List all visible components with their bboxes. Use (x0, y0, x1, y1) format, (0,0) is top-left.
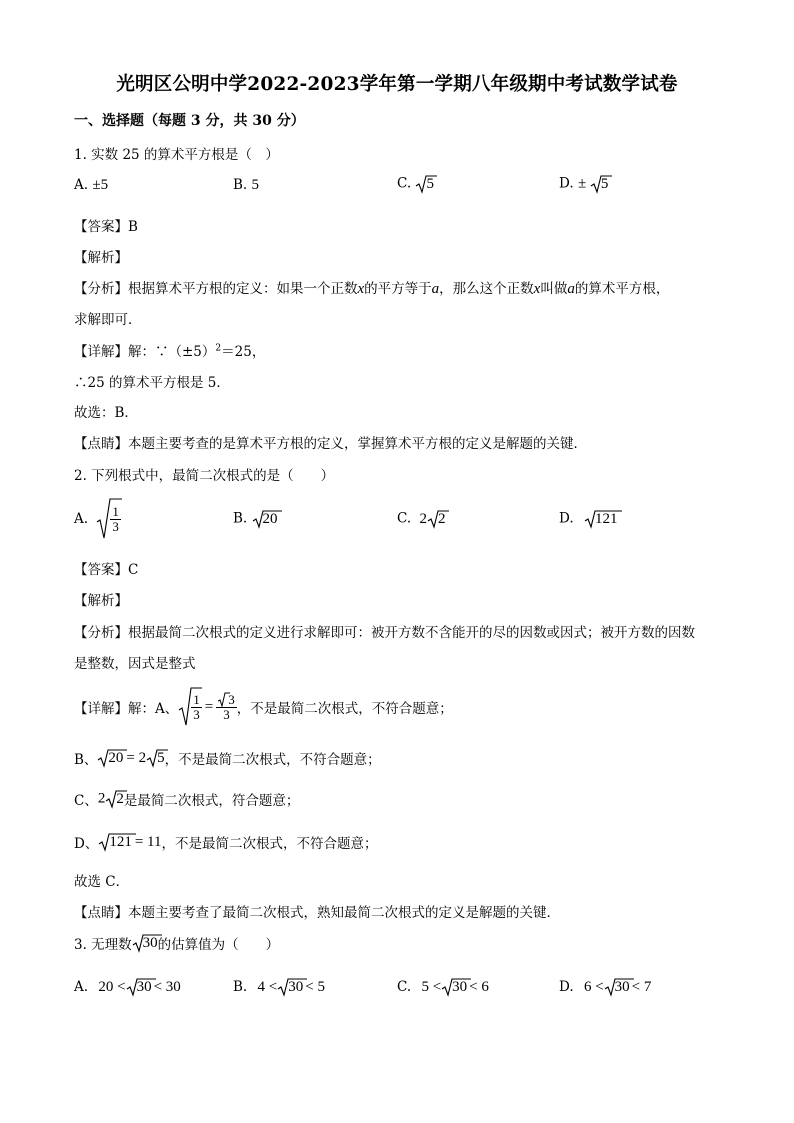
numerator: 1 (193, 691, 200, 707)
upper-bound: < 5 (305, 978, 325, 995)
radical-sign (146, 747, 168, 769)
q1-dianjing (74, 432, 587, 452)
plus-minus: ± (577, 175, 590, 192)
fenxi-text: 根据最简二次根式的定义进行求解即可：被开方数不含能开的尽的因数或因式；被开方数的因数 (128, 625, 695, 641)
radical-sign (178, 685, 202, 729)
radicand: 30 (142, 934, 158, 951)
option-label: C. (397, 175, 412, 192)
option-label: A. (74, 177, 89, 193)
q1-option-b[interactable] (233, 177, 259, 194)
radicand: 5 (426, 175, 434, 192)
coefficient: 2 (419, 510, 427, 527)
denominator: 3 (193, 706, 200, 722)
fenxi-text: 的算术平方根， (574, 281, 670, 297)
radical-sign (105, 788, 127, 810)
equation: = 11 (134, 833, 162, 850)
radicand: 121 (109, 833, 132, 850)
upper-bound: < 6 (469, 978, 489, 995)
q1-answer (74, 215, 138, 235)
q3-option-d[interactable] (559, 976, 651, 998)
q2-xiangjie-b (74, 747, 381, 769)
fenxi-text: ，那么这个正数 (439, 281, 534, 297)
xiangjie-tag: 【详解】 (74, 701, 128, 717)
coefficient: 2 (97, 790, 106, 807)
fenxi-text: 的平方等于 (364, 281, 432, 297)
option-value: ±5 (92, 177, 109, 193)
var-a: a (431, 281, 440, 297)
option-label: A. (74, 511, 89, 527)
q2-xiangjie-d (74, 831, 377, 853)
dianjing-tag: 【点睛】 (74, 905, 128, 921)
var-x: x (357, 281, 365, 297)
q2-xiangjie-c (74, 788, 299, 810)
radicand: 121 (594, 510, 618, 527)
option-label: C. (397, 979, 412, 995)
var-a: a (567, 281, 575, 297)
numerator (216, 692, 237, 708)
radical-sign (415, 173, 437, 195)
q3-option-c[interactable] (397, 976, 489, 998)
radical-sign (604, 976, 634, 998)
equation: = 2 (126, 749, 147, 766)
q1-option-c[interactable] (397, 173, 434, 195)
fraction (216, 692, 237, 722)
q2-fenxi (74, 621, 695, 641)
radical-sign (590, 173, 612, 195)
radicand: 2 (437, 510, 446, 527)
denominator: 3 (112, 518, 119, 534)
q2-option-b[interactable] (233, 508, 278, 530)
radicand: 30 (288, 978, 304, 995)
radicand: 30 (452, 978, 468, 995)
radical-sign (126, 976, 156, 998)
answer-value: B (128, 219, 138, 235)
answer-tag: 【答案】 (74, 562, 128, 578)
xiangjie-text: 解：A、 (128, 701, 179, 717)
q1-option-a[interactable] (74, 177, 108, 194)
xiangjie-text: ，不是最简二次根式，不符合题意； (236, 701, 453, 717)
q2-option-c[interactable] (397, 508, 445, 530)
superscript: 2 (215, 343, 222, 354)
xiangjie-tag: 【详解】 (74, 344, 128, 360)
radical-sign (584, 508, 622, 530)
q1-option-d[interactable] (559, 173, 608, 195)
q2-option-d[interactable] (559, 508, 617, 530)
equals-sign: = (204, 698, 214, 715)
q1-xiangjie (74, 340, 265, 360)
option-label: D. (559, 979, 574, 995)
fenxi-text: 根据算术平方根的定义：如果一个正数 (128, 281, 358, 297)
q3-stem (74, 932, 279, 954)
radicand: 5 (157, 749, 165, 766)
radical-sign (97, 747, 127, 769)
q2-fenxi-line2: 是整数，因式是整式 (74, 656, 196, 672)
q1-choose: 故选：B． (74, 405, 138, 421)
xiangjie-text: ，不是最简二次根式，不符合题意； (164, 752, 381, 768)
lower-bound: 6 < (583, 978, 604, 995)
stem-text: 3. 无理数 (74, 937, 132, 953)
upper-bound: < 7 (631, 978, 652, 995)
section-heading: 一、选择题（每题 3 分，共 30 分） (74, 113, 305, 129)
fenxi-text: 叫做 (540, 281, 568, 297)
option-label: B. (233, 979, 248, 995)
fenxi-tag: 【分析】 (74, 281, 128, 297)
q2-jiexi: 【解析】 (74, 593, 128, 609)
xiangjie-text: B、 (74, 752, 98, 768)
q2-answer (74, 558, 138, 578)
radicand: 5 (600, 175, 609, 192)
q3-option-b[interactable] (233, 976, 325, 998)
q2-stem: 2. 下列根式中，最简二次根式的是（ ） (74, 468, 335, 484)
option-label: B. (233, 510, 248, 527)
option-label: B. (233, 177, 248, 193)
q2-option-a[interactable] (74, 496, 121, 542)
page-title: 光明区公明中学2022-2023学年第一学期八年级期中考试数学试卷 (116, 74, 678, 95)
q2-dianjing (74, 901, 560, 921)
option-label: A. (74, 979, 89, 995)
q1-jiexi: 【解析】 (74, 250, 128, 266)
lower-bound: 4 < (257, 978, 278, 995)
radicand: 20 (262, 510, 278, 527)
radical-sign (96, 496, 122, 542)
q2-choose: 故选 C． (74, 874, 130, 890)
radicand: 20 (108, 749, 124, 766)
option-value: 5 (251, 177, 260, 193)
radicand: 3 (228, 691, 235, 707)
option-label: D. (559, 510, 574, 527)
xiangjie-text: C、 (74, 793, 98, 809)
radical-sign (277, 976, 307, 998)
q1-fenxi-line2: 求解即可． (74, 312, 142, 328)
xiangjie-text: 解：∵（±5） (128, 344, 216, 360)
xiangjie-text: D、 (74, 836, 99, 852)
radicand: 30 (614, 978, 630, 995)
xiangjie-text: 是最简二次根式，符合题意； (123, 793, 300, 809)
radicand: 2 (116, 790, 124, 807)
radical-sign (132, 932, 162, 954)
xiangjie-text: ＝25， (221, 344, 266, 360)
option-label: D. (559, 175, 574, 192)
lower-bound: 20 < (98, 978, 126, 995)
answer-tag: 【答案】 (74, 219, 128, 235)
dianjing-text: 本题主要考查的是算术平方根的定义，掌握算术平方根的定义是解题的关键． (128, 436, 587, 452)
var-x: x (533, 281, 541, 297)
stem-text: 的估算值为（ ） (157, 937, 280, 953)
dianjing-tag: 【点睛】 (74, 436, 128, 452)
q1-fenxi (74, 277, 669, 298)
upper-bound: < 30 (153, 978, 181, 995)
radical-sign (441, 976, 471, 998)
option-label: C. (397, 510, 412, 527)
radical-sign (427, 508, 449, 530)
radicand: 30 (136, 978, 152, 995)
lower-bound: 5 < (421, 978, 442, 995)
xiangjie-text: ，不是最简二次根式，不符合题意； (161, 836, 378, 852)
denominator: 3 (223, 707, 230, 723)
radical-sign (252, 508, 282, 530)
q3-option-a[interactable] (74, 976, 181, 998)
dianjing-text: 本题主要考查了最简二次根式，熟知最简二次根式的定义是解题的关键． (128, 905, 560, 921)
q1-conclusion: ∴25 的算术平方根是 5． (74, 375, 230, 391)
radical-sign (98, 831, 136, 853)
answer-value: C (128, 562, 139, 578)
q1-stem: 1. 实数 25 的算术平方根是（ ） (74, 147, 279, 163)
q2-xiangjie-a (74, 685, 453, 729)
numerator: 1 (112, 503, 119, 519)
fenxi-tag: 【分析】 (74, 625, 128, 641)
